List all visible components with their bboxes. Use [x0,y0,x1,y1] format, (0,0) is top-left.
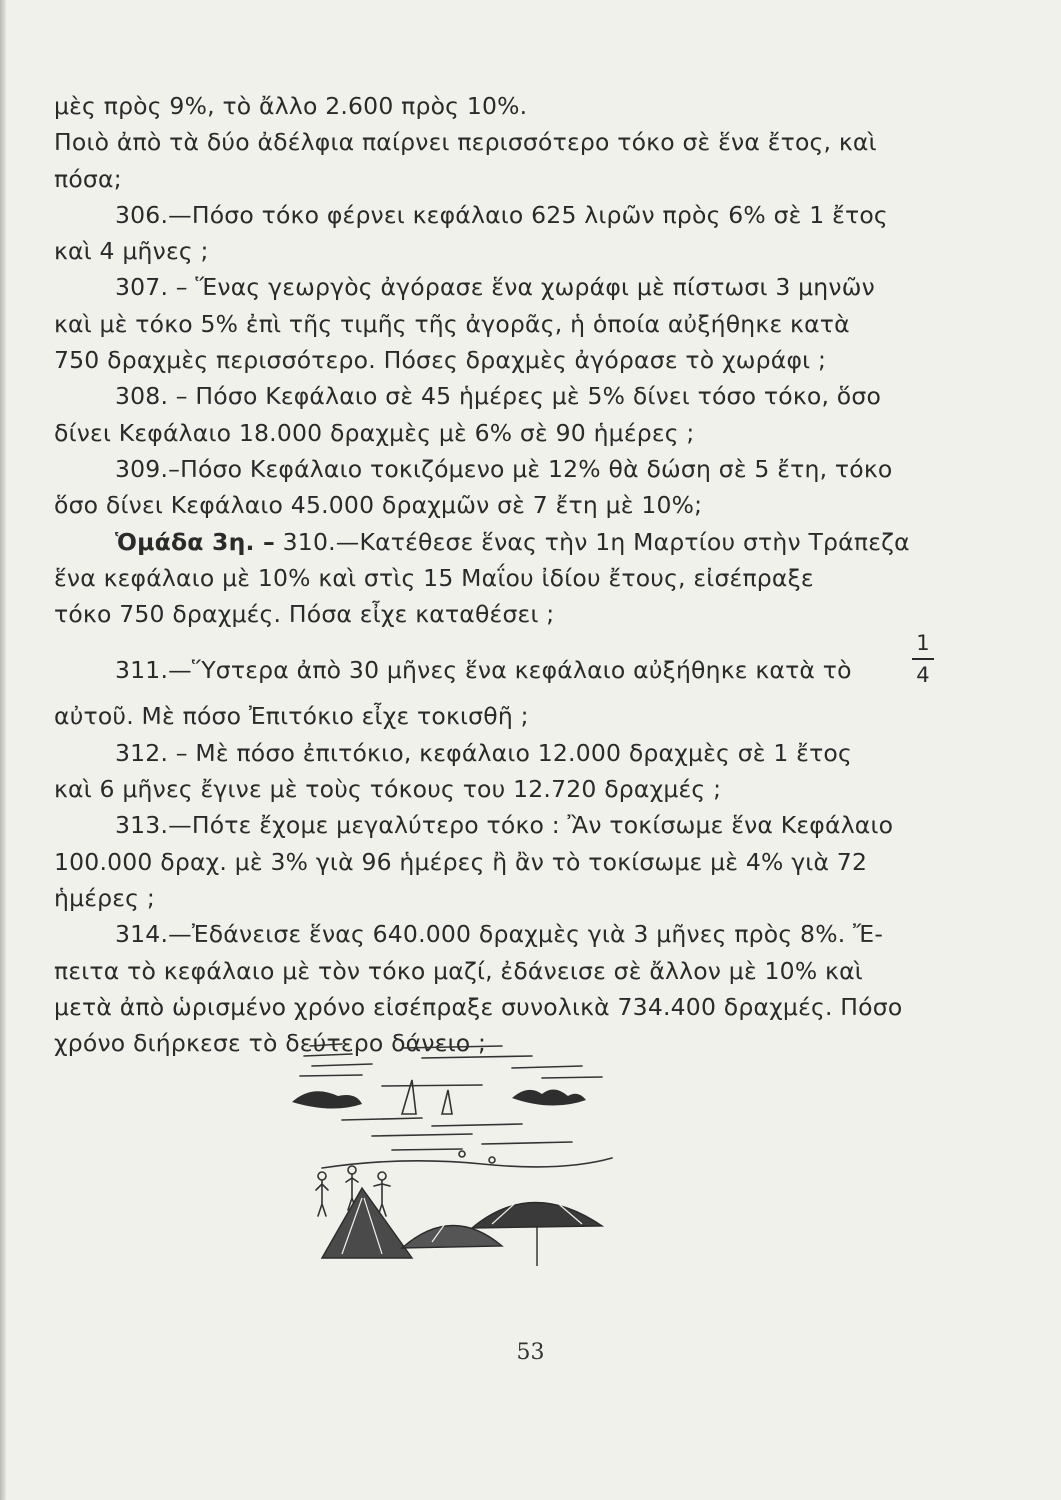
text-line: χρόνο διήρκεσε τὸ δεύτερο δάνειο ; [54,1029,487,1058]
fraction-denominator: 4 [916,662,930,687]
text-line: μὲς πρὸς 9%, τὸ ἄλλο 2.600 πρὸς 10%. [54,92,528,120]
fraction [912,630,934,688]
text-line: 311.—Ὕστερα ἀπὸ 30 μῆνες ἕνα κεφάλαιο αὐξήθηκε κατὰ τὸ [115,656,852,685]
text-line: αὐτοῦ. Μὲ πόσο Ἐπιτόκιο εἶχε τοκισθῆ ; [54,702,529,731]
exercise-313: 313.—Πότε ἔχομε μεγαλύτερο τόκο : Ἂν τοκίσωμε ἕνα Κεφάλαιο [115,811,894,840]
text-line: 750 δραχμὲς περισσότερο. Πόσες δραχμὲς ἀγόρασε τὸ χωράφι ; [54,346,827,375]
exercise-text [54,88,930,1061]
page-edge [0,0,6,1500]
group-heading: Ὁμάδα 3η. – [115,527,275,556]
fraction-numerator: 1 [916,631,930,656]
exercise-307: 307. – Ἕνας γεωργὸς ἀγόρασε ἕνα χωράφι μὲ πίστωσι 3 μηνῶν [115,273,875,302]
exercise-309: 309.–Πόσο Κεφάλαιο τοκιζόμενο μὲ 12% θὰ δώση σὲ 5 ἔτη, τόκο [115,454,893,483]
text-line: ἕνα κεφάλαιο μὲ 10% καὶ στὶς 15 Μαΐου ἰδίου ἔτους, εἰσέπραξε [54,563,814,592]
exercise-306: 306.—Πόσο τόκο φέρνει κεφάλαιο 625 λιρῶν πρὸς 6% σὲ 1 ἔτος [115,200,888,229]
text-line: καὶ 6 μῆνες ἔγινε μὲ τοὺς τόκους του 12.720 δραχμές ; [54,775,722,804]
text-line: καὶ μὲ τόκο 5% ἐπὶ τῆς τιμῆς τῆς ἀγορᾶς, ἡ ὁποία αὐξήθηκε κατὰ [54,309,850,338]
exercise-310 [54,524,910,560]
text-line: Ποιὸ ἀπὸ τὰ δύο ἀδέλφια παίρνει περισσότερο τόκο σὲ ἕνα ἔτος, καὶ [54,128,877,157]
exercise-312: 312. – Μὲ πόσο ἐπιτόκιο, κεφάλαιο 12.000 δραχμὲς σὲ 1 ἔτος [115,738,853,767]
text-line: καὶ 4 μῆνες ; [54,237,209,266]
exercise-308: 308. – Πόσο Κεφάλαιο σὲ 45 ἡμέρες μὲ 5% δίνει τόσο τόκο, ὅσο [115,382,882,411]
exercise-314: 314.—Ἐδάνεισε ἕνας 640.000 δραχμὲς γιὰ 3 μῆνες πρὸς 8%. Ἔ- [115,920,884,949]
text-line: 100.000 δραχ. μὲ 3% γιὰ 96 ἡμέρες ἢ ἂν τὸ τοκίσωμε μὲ 4% γιὰ 72 [54,847,868,876]
text-line: τόκο 750 δραχμές. Πόσα εἶχε καταθέσει ; [54,600,555,629]
text-line: ἡμέρες ; [54,883,155,912]
exercise-311 [54,631,930,698]
page-number: 53 [516,1340,545,1365]
text-line: πόσα; [54,164,122,193]
text-line: ὅσο δίνει Κεφάλαιο 45.000 δραχμῶν σὲ 7 ἔτη μὲ 10%; [54,491,703,520]
beach-illustration [282,1028,632,1268]
text-line: μετὰ ἀπὸ ὡρισμένο χρόνο εἰσέπραξε συνολικὰ 734.400 δραχμές. Πόσο [54,992,903,1021]
text-line: 310.—Κατέθεσε ἕνας τὴν 1η Μαρτίου στὴν Τράπεζα [282,527,910,556]
text-line: πειτα τὸ κεφάλαιο μὲ τὸν τόκο μαζί, ἐδάνεισε σὲ ἄλλον μὲ 10% καὶ [54,956,863,985]
fraction-bar [912,658,934,660]
text-line: δίνει Κεφάλαιο 18.000 δραχμὲς μὲ 6% σὲ 90 ἡμέρες ; [54,418,695,447]
